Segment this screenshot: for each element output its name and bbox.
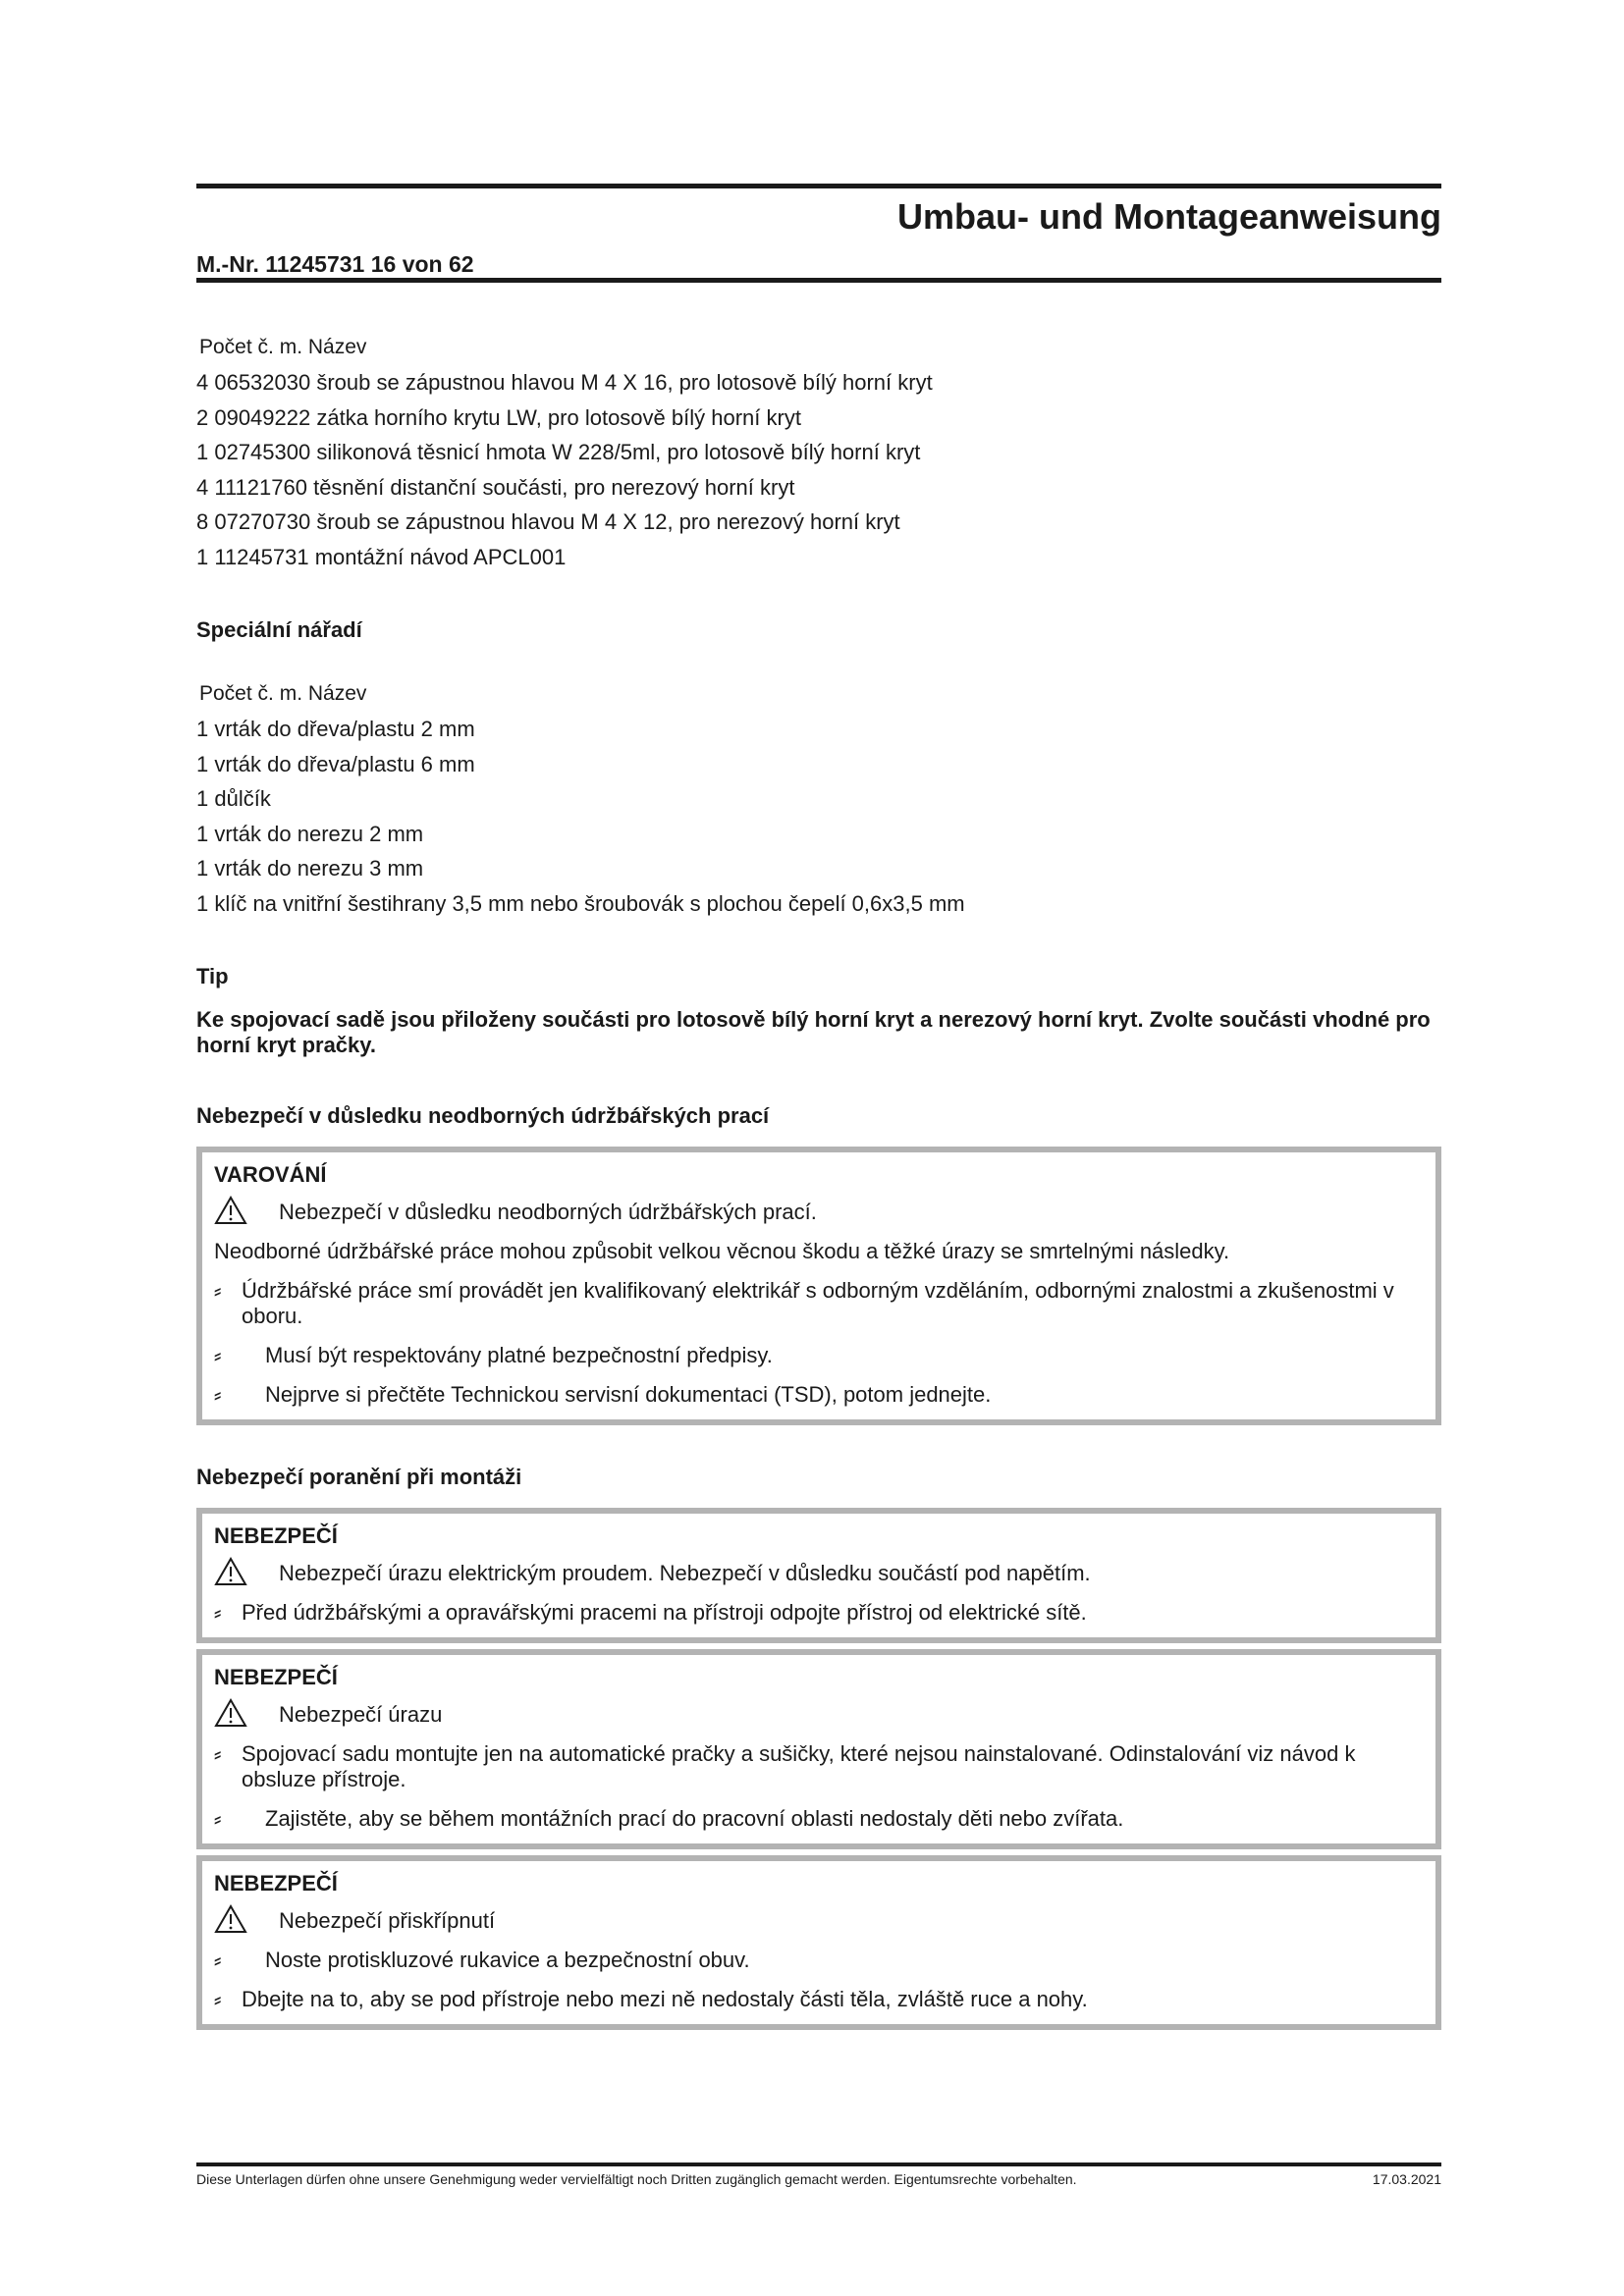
danger-box-title: NEBEZPEČÍ: [214, 1665, 338, 1689]
injury-danger-heading: Nebezpečí poranění při montáži: [196, 1465, 522, 1489]
parts-list-item: 4 11121760 těsnění distanční součásti, pro nerezový horní kryt: [196, 474, 795, 500]
warning-note: Neodborné údržbářské práce mohou způsobit velkou věcnou škodu a těžké úrazy se smrtelnými následky.: [214, 1239, 1230, 1263]
action-text: Před údržbářskými a opravářskými pracemi na přístroji odpojte přístroj od elektrické sítě.: [242, 1600, 1087, 1625]
special-tools-header: Počet č. m. Název: [199, 682, 367, 705]
wrench-icon: ⸗: [214, 1343, 222, 1367]
danger-text: Nebezpečí úrazu elektrickým proudem. Nebezpečí v důsledku součástí pod napětím.: [279, 1561, 1091, 1585]
action-text: Spojovací sadu montujte jen na automatické pračky a sušičky, které nejsou nainstalované. Odinstalování viz návod k obsluze přístroje.: [242, 1741, 1356, 1791]
special-tools-item: 1 vrták do dřeva/plastu 2 mm: [196, 717, 475, 741]
wrench-icon: ⸗: [214, 1278, 222, 1303]
wrench-icon: ⸗: [214, 1948, 222, 1972]
footer-rule: [196, 2163, 1441, 2166]
parts-list-item: 4 06532030 šroub se zápustnou hlavou M 4 X 16, pro lotosově bílý horní kryt: [196, 370, 933, 395]
footer-date: 17.03.2021: [1372, 2171, 1441, 2187]
danger-text: Nebezpečí úrazu: [279, 1702, 443, 1727]
action-text: Nejprve si přečtěte Technickou servisní dokumentaci (TSD), potom jednejte.: [265, 1382, 992, 1407]
page-content: [196, 328, 1441, 2036]
special-tools-item: 1 klíč na vnitřní šestihrany 3,5 mm nebo šroubovák s plochou čepelí 0,6x3,5 mm: [196, 890, 965, 916]
danger-text: Nebezpečí přiskřípnutí: [279, 1908, 496, 1933]
danger-box-title: NEBEZPEČÍ: [214, 1523, 338, 1548]
special-tools-item: 1 důlčík: [196, 786, 271, 811]
danger-box: [196, 1508, 1441, 1643]
special-tools-item: 1 vrták do nerezu 2 mm: [196, 821, 424, 846]
wrench-icon: ⸗: [214, 1806, 222, 1831]
wrench-icon: ⸗: [214, 1741, 222, 1766]
action-text: Noste protiskluzové rukavice a bezpečnostní obuv.: [265, 1948, 750, 1972]
tip-text: Ke spojovací sadě jsou přiloženy součásti pro lotosově bílý horní kryt a nerezový horní kryt. Zvolte součásti vhodné pro horní kryt pračky.: [196, 1007, 1431, 1057]
footer-copyright-note: Diese Unterlagen dürfen ohne unsere Genehmigung weder vervielfältigt noch Dritten zugänglich gemacht werden. Eigentumsrechte vorbehalten.: [196, 2171, 1077, 2187]
danger-box: [196, 1855, 1441, 2030]
warning-text: Nebezpečí v důsledku neodborných údržbářských prací.: [279, 1200, 817, 1224]
warning-triangle-icon: [214, 1557, 247, 1586]
maintenance-danger-heading: Nebezpečí v důsledku neodborných údržbářských prací: [196, 1103, 770, 1128]
special-tools-heading: Speciální nářadí: [196, 617, 362, 642]
action-text: Musí být respektovány platné bezpečnostní předpisy.: [265, 1343, 773, 1367]
warning-box-title: VAROVÁNÍ: [214, 1162, 327, 1187]
danger-box-title: NEBEZPEČÍ: [214, 1871, 338, 1896]
wrench-icon: ⸗: [214, 1987, 222, 2011]
wrench-icon: ⸗: [214, 1600, 222, 1625]
document-title: Umbau- und Montageanweisung: [897, 196, 1441, 237]
action-text: Údržbářské práce smí provádět jen kvalifikovaný elektrikář s odborným vzděláním, odbornými znalostmi a zkušenostmi v oboru.: [242, 1278, 1394, 1328]
parts-list: [196, 336, 1441, 574]
danger-box: [196, 1649, 1441, 1849]
warning-triangle-icon: [214, 1698, 247, 1728]
header-top-rule: [196, 184, 1441, 188]
parts-list-item: 1 11245731 montážní návod APCL001: [196, 544, 567, 569]
action-text: Dbejte na to, aby se pod přístroje nebo mezi ně nedostaly části těla, zvláště ruce a nohy.: [242, 1987, 1088, 2011]
document-number: M.-Nr. 11245731 16 von 62: [196, 251, 474, 277]
special-tools-list: [196, 682, 1441, 921]
warning-triangle-icon: [214, 1904, 247, 1934]
warning-triangle-icon: [214, 1196, 247, 1225]
parts-list-item: 2 09049222 zátka horního krytu LW, pro lotosově bílý horní kryt: [196, 404, 801, 430]
special-tools-item: 1 vrták do nerezu 3 mm: [196, 856, 424, 881]
action-text: Zajistěte, aby se během montážních prací do pracovní oblasti nedostaly děti nebo zvířata.: [265, 1806, 1124, 1831]
tip-heading: Tip: [196, 964, 229, 988]
parts-list-item: 1 02745300 silikonová těsnicí hmota W 228/5ml, pro lotosově bílý horní kryt: [196, 440, 921, 464]
wrench-icon: ⸗: [214, 1382, 222, 1407]
special-tools-item: 1 vrták do dřeva/plastu 6 mm: [196, 751, 475, 776]
warning-box: [196, 1147, 1441, 1425]
header-bottom-rule: [196, 278, 1441, 283]
parts-list-item: 8 07270730 šroub se zápustnou hlavou M 4 X 12, pro nerezový horní kryt: [196, 509, 900, 534]
parts-list-header: Počet č. m. Název: [199, 336, 367, 358]
